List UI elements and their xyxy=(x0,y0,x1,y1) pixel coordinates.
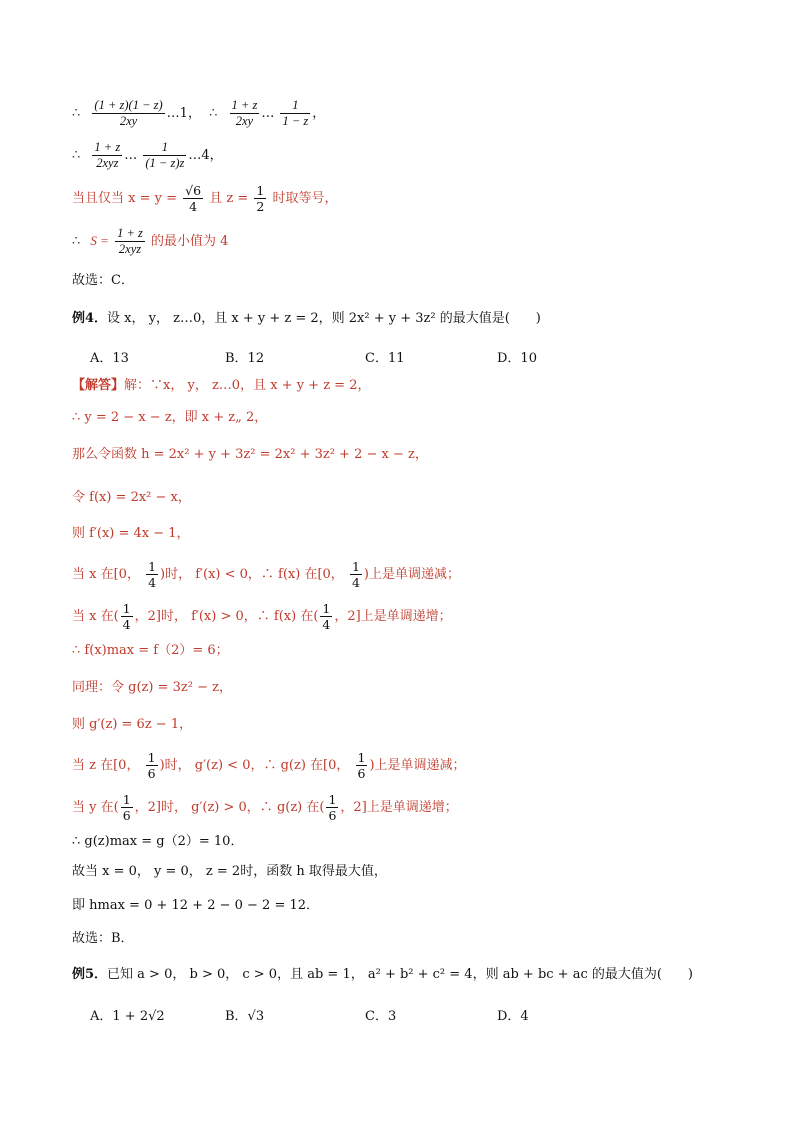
solution-line-13: ∴ g(z)max = g（2）= 10． xyxy=(72,834,244,849)
option-a: A．1 + 2√2 xyxy=(90,1009,165,1024)
solution-line-6: 当 x 在[0， $\frac{1}{4}$ )时， f′(x) < 0，∴ f(x) 在[0， $\frac{1}{4}$ )上是单调递减； xyxy=(72,559,460,590)
fraction: $\frac{√6}{4}$ xyxy=(185,183,202,214)
solution-line-5: 则 f′(x) = 4x − 1， xyxy=(72,526,190,541)
option-c: C．11 xyxy=(365,351,405,366)
solution-line-3: 那么令函数 h = 2x² + y + 3z² = 2x² + 3z² + 2 − x − z， xyxy=(72,447,428,462)
solution-line-10: 则 g′(z) = 6z − 1， xyxy=(72,717,193,732)
fraction: $\frac{1}{6}$ xyxy=(328,792,337,823)
line-2: ∴ $\frac{1 + z}{\text{2xyz}}$ … $\frac{1}{(1 - z)z}$ …4， xyxy=(72,140,223,170)
line-5: 故选：C． xyxy=(72,273,134,288)
fraction: $\frac{1 + z}{\text{2xyz}}$ xyxy=(117,226,143,256)
fraction: $\frac{1}{2}$ xyxy=(256,183,265,214)
option-d: D．10 xyxy=(497,351,537,366)
solution-line-11: 当 z 在[0， $\frac{1}{6}$ )时， g′(z) < 0，∴ g(z) 在[0， $\frac{1}{6}$ )上是单调递减； xyxy=(72,750,466,781)
fraction: $\frac{1}{4}$ xyxy=(322,601,331,632)
option-d: D．4 xyxy=(497,1009,529,1024)
line-1: ∴ $\frac{(1 + z)(1 - z)}{2xy}$ …1， ∴ $\frac{1 + z}{2xy}$ … $\frac{1}{1 - z}$ ， xyxy=(72,98,326,128)
fraction: $\frac{1}{4}$ xyxy=(122,601,131,632)
solution-line-8: ∴ f(x)max = f（2）= 6； xyxy=(72,643,229,658)
example-4-question: 例4．设 x， y， z…0，且 x + y + z = 2，则 2x² + y + 3z² 的最大值是( ) xyxy=(72,311,541,326)
option-a: A．13 xyxy=(90,351,129,366)
solution-line-15: 即 hmax = 0 + 12 + 2 − 0 − 2 = 12． xyxy=(72,898,320,913)
fraction: $\frac{1 + z}{2xy}$ xyxy=(231,98,258,128)
fraction: $\frac{1}{(1 - z)z}$ xyxy=(145,140,185,170)
example-5-question: 例5．已知 a > 0， b > 0， c > 0，且 ab = 1， a² + b² + c² = 4，则 ab + bc + ac 的最大值为( ) xyxy=(72,967,694,982)
option-b: B．12 xyxy=(225,351,265,366)
solution-line-2: ∴ y = 2 − x − z，即 x + z„ 2， xyxy=(72,410,268,425)
fraction: $\frac{1}{6}$ xyxy=(147,750,156,781)
fraction: $\frac{1}{4}$ xyxy=(351,559,360,590)
solution-line-14: 故当 x = 0， y = 0， z = 2时，函数 h 取得最大值， xyxy=(72,864,387,879)
line-3: 当且仅当 x = y = $\frac{√6}{4}$ 且 z = $\frac{1}{2}$ 时取等号， xyxy=(72,183,338,214)
fraction: $\frac{1}{6}$ xyxy=(122,792,131,823)
solution-line-16: 故选：B． xyxy=(72,931,134,946)
fraction: $\frac{1 + z}{\text{2xyz}}$ xyxy=(94,140,121,170)
solution-line-1: 【解答】解：∵x， y， z…0，且 x + y + z = 2， xyxy=(72,378,371,393)
fraction: $\frac{1}{4}$ xyxy=(148,559,157,590)
option-b: B．√3 xyxy=(225,1009,265,1024)
solution-line-4: 令 f(x) = 2x² − x， xyxy=(72,490,191,505)
fraction: $\frac{1}{1 - z}$ xyxy=(282,98,309,128)
fraction: $\frac{1}{6}$ xyxy=(357,750,366,781)
solution-line-12: 当 y 在( $\frac{1}{6}$ ，2]时， g′(z) > 0，∴ g(z) 在( $\frac{1}{6}$ ，2]上是单调递增； xyxy=(72,792,458,823)
option-c: C．3 xyxy=(365,1009,397,1024)
solution-line-9: 同理：令 g(z) = 3z² − z， xyxy=(72,680,232,695)
line-4: ∴ S = $\frac{1 + z}{\text{2xyz}}$ 的最小值为 4 xyxy=(72,226,229,256)
fraction: $\frac{(1 + z)(1 - z)}{2xy}$ xyxy=(94,98,163,128)
solution-line-7: 当 x 在( $\frac{1}{4}$ ，2]时， f′(x) > 0，∴ f(x) 在( $\frac{1}{4}$ ，2]上是单调递增； xyxy=(72,601,452,632)
